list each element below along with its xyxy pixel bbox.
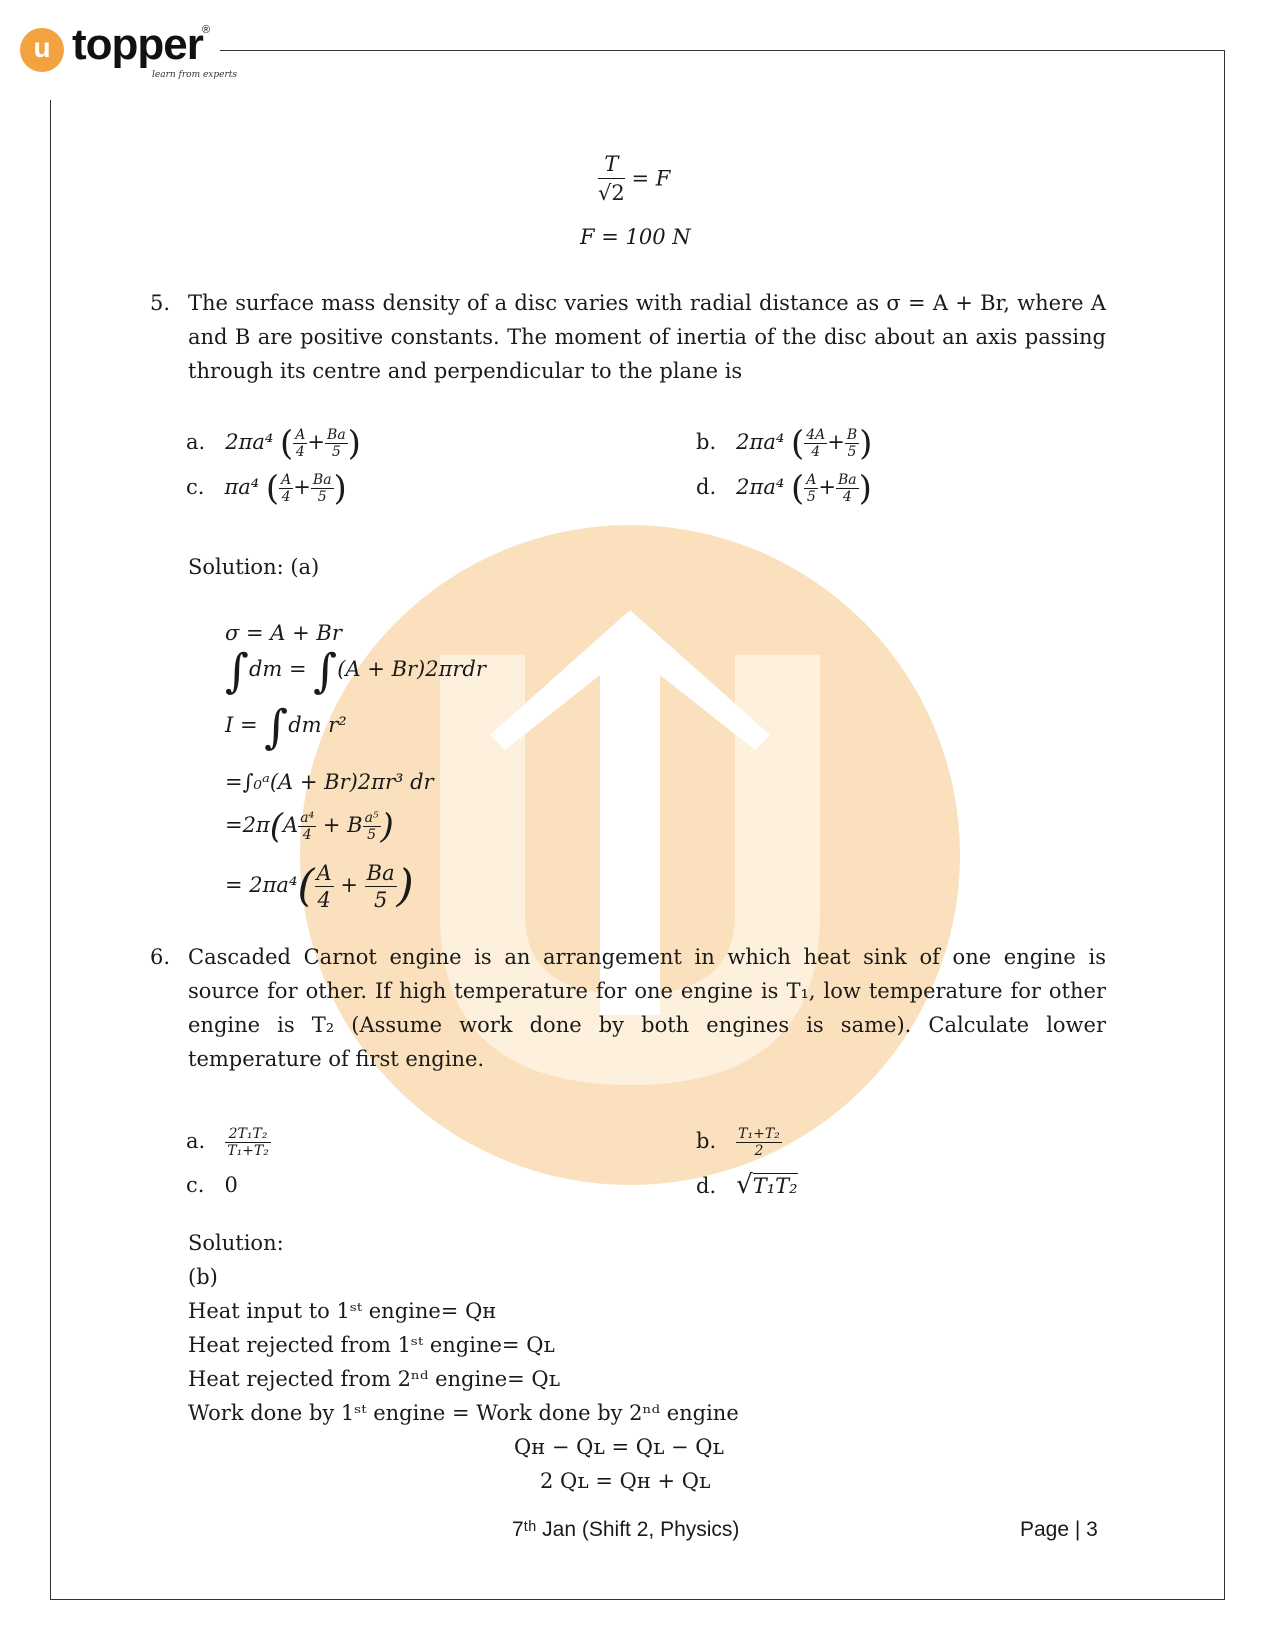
q5-step-3-lhs: I =: [225, 713, 258, 737]
q5-option-prefix: 2πa⁴: [736, 430, 785, 454]
logo-icon: [20, 28, 64, 72]
frac-num: B: [846, 427, 858, 443]
page-number: Page | 3: [1020, 1518, 1098, 1541]
frac-den: 4: [302, 827, 312, 843]
q5-step-6: = 2πa⁴( $\frac{A}{4}$ + $\frac{Ba}{5}$ ): [225, 860, 414, 912]
q5-solution-label: Solution: (a): [188, 555, 320, 579]
frac-num: Ba: [837, 472, 857, 488]
q6-option-a: [186, 1124, 271, 1159]
q5-option-label: c.: [186, 475, 205, 499]
frac-den: 4: [295, 444, 305, 460]
frac-den: T₁+T₂: [227, 1143, 269, 1159]
frac-den: 4: [281, 489, 291, 505]
q6-option-value: 0: [224, 1173, 238, 1197]
q5-step-3: I = ∫dm r²: [225, 699, 347, 754]
q6-option-label: d.: [696, 1174, 717, 1198]
top-eq-rhs: = F: [631, 166, 671, 191]
frac-num: Ba: [327, 427, 346, 443]
frac-num: 2T₁T₂: [225, 1126, 271, 1143]
logo-tagline: learn from experts: [152, 70, 238, 80]
logo-mark: u: [33, 32, 51, 63]
q6-solution-label: Solution:: [188, 1231, 284, 1255]
q6-option-label: b.: [696, 1129, 717, 1153]
q5-option-d: d. 2πa⁴ ( $\frac{A}{5}$ + $\frac{Ba}{4}$ ): [696, 468, 872, 509]
logo-text: topper: [72, 20, 203, 69]
q6-option-b: [696, 1124, 782, 1159]
q6-option-c: [186, 1168, 238, 1202]
q6-number: 6.: [150, 945, 171, 969]
q5-number: 5.: [150, 291, 171, 315]
q5-step-2-lhs: dm =: [248, 657, 307, 681]
footer-title: 7ᵗʰ Jan (Shift 2, Physics): [512, 1518, 740, 1541]
frac-num: A: [281, 472, 292, 488]
frac-num: Ba: [312, 472, 332, 488]
q6-solution-line: Heat input to 1ˢᵗ engine= Qн: [188, 1299, 497, 1323]
q5-option-label: a.: [186, 430, 206, 454]
q6-answer: (b): [188, 1265, 218, 1289]
frac-num: T₁+T₂: [738, 1126, 780, 1142]
top-equation-line1: [598, 150, 670, 207]
frac-den: 5: [331, 444, 341, 460]
q5-step-5: =2π(A $\frac{\text{a⁴}}{4}$ + B $\frac{\text{a⁵}}{5}$ ): [225, 806, 394, 847]
q5-text: The surface mass density of a disc varies with radial distance as σ = A + Br, where A and B are positive constants. The moment of inertia of the disc about an axis passing through its centre and perpendicular to the plane is: [188, 291, 1106, 383]
q5-option-label: d.: [696, 475, 717, 499]
q5-step-2: ∫dm = ∫(A + Br)2πrdr: [225, 643, 486, 698]
frac-den: 4: [811, 444, 821, 460]
q6-equation-1: Qн − Qʟ = Qʟ − Qʟ: [514, 1435, 724, 1459]
q6-option-label: c.: [186, 1173, 205, 1197]
q6-solution-line: Work done by 1ˢᵗ engine = Work done by 2ⁿᵈ engine: [188, 1401, 739, 1425]
top-eq-numerator: T: [598, 150, 625, 179]
q5-step-5-b: + B: [322, 813, 363, 837]
frac-den: 5: [367, 827, 376, 843]
q5-step-5-prefix: =2π: [225, 813, 270, 837]
q5-option-prefix: πa⁴: [224, 475, 260, 499]
frac-den: 4: [842, 489, 852, 505]
q5-option-b: b. 2πa⁴ ( $\frac{4A}{4}$ + $\frac{B}{5}$ ): [696, 423, 873, 464]
registered-mark: ®: [202, 24, 211, 36]
q5-step-4: =∫₀ᵃ(A + Br)2πr³ dr: [225, 770, 434, 794]
frac-den: 5: [806, 489, 816, 505]
q5-option-a: a. 2πa⁴ ( $\frac{A}{4}$ + $\frac{Ba}{5}$ ): [186, 423, 361, 464]
frac-den: 5: [317, 489, 327, 505]
q5-step-5-a: A: [283, 813, 299, 837]
q5-step-1: σ = A + Br: [225, 621, 342, 645]
frac-num: A: [295, 427, 306, 443]
q5-step-3-rhs: dm r²: [288, 713, 347, 737]
q5-option-prefix: 2πa⁴: [225, 430, 274, 454]
frac-den: 4: [317, 888, 331, 912]
q6-option-label: a.: [186, 1129, 206, 1153]
frac-num: a⁵: [364, 810, 379, 826]
q6-text: Cascaded Carnot engine is an arrangement in which heat sink of one engine is source for other. If high temperature for one engine is T₁, low temperature for other engine is T₂ (Assume work done by both engines is same). Calculate lower temperature of first engine.: [188, 945, 1106, 1071]
q5-step-2-rhs: (A + Br)2πrdr: [337, 657, 486, 681]
q6-solution-line: Heat rejected from 2ⁿᵈ engine= Qʟ: [188, 1367, 561, 1391]
q6-option-value: T₁T₂: [752, 1174, 798, 1198]
frac-num: a⁴: [300, 810, 315, 826]
frac-num: A: [806, 472, 817, 488]
frac-den: 5: [847, 444, 857, 460]
q5-step-6-prefix: = 2πa⁴: [225, 873, 298, 897]
frac-num: Ba: [366, 861, 395, 885]
q6-solution-line: Heat rejected from 1ˢᵗ engine= Qʟ: [188, 1333, 555, 1357]
q6-equation-2: 2 Qʟ = Qн + Qʟ: [540, 1469, 711, 1493]
q5-option-label: b.: [696, 430, 717, 454]
topper-watermark: [300, 525, 960, 1185]
frac-den: 5: [373, 888, 388, 912]
frac-den: 2: [754, 1143, 764, 1159]
q6-option-d: d. √T₁T₂: [696, 1170, 798, 1200]
frac-num: A: [316, 861, 332, 885]
frac-num: 4A: [806, 427, 826, 443]
q5-option-c: c. πa⁴ ( $\frac{A}{4}$ + $\frac{Ba}{5}$ ): [186, 468, 347, 509]
top-eq-denominator: √2: [598, 181, 625, 205]
top-equation-line2: F = 100 N: [580, 225, 691, 249]
q5-option-prefix: 2πa⁴: [736, 475, 785, 499]
